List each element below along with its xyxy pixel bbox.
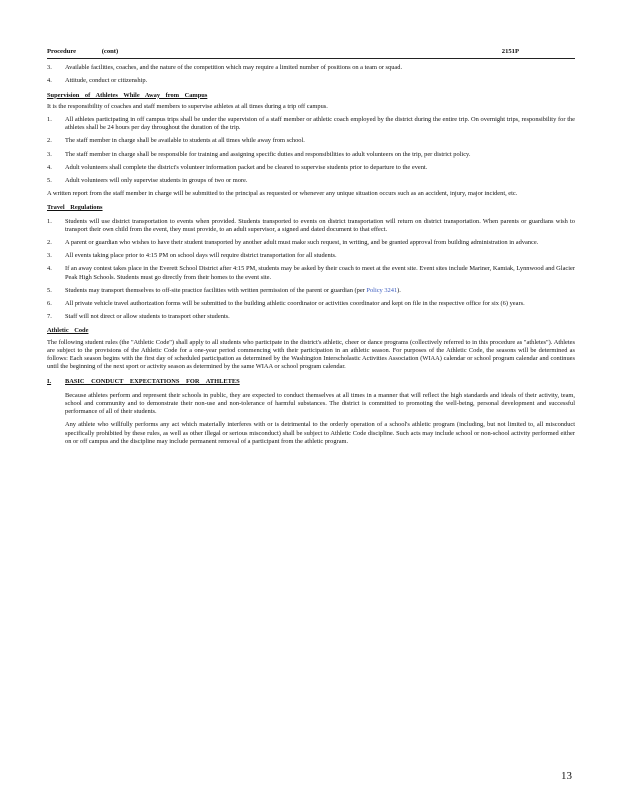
item-number: 2. bbox=[47, 239, 52, 247]
item-number: 3. bbox=[47, 64, 52, 72]
list-item bbox=[47, 151, 575, 159]
policy-link[interactable]: Policy 3241 bbox=[366, 286, 398, 294]
list-item bbox=[47, 137, 575, 145]
item-number: 7. bbox=[47, 313, 52, 321]
athletic-code-intro: The following student rules (the "Athletic Code") shall apply to all students who participate in the district's athletic, cheer or dance programs (collectively referred to in this procedure as "athletes"). Athletes are subject to the provisions of the Athletic Code for a one-year period commencing with their participation in an athletic season. For purposes of the Athletic Code, the seasons will be determined as follows: Each season begins with the first day of scheduled participation as determined by the Washington Interscholastic Activities Association (WIAA) calendar or school program calendar and continues until the beginning of the next sport or activity season as determined by the same WIAA or school program calendar. bbox=[47, 338, 575, 371]
item-text: Students will use district transportation to events when provided. Students transported to events on district transportation will return on district transportation. When parents or guardians wish to transport their own child from the event, they must provide, to an adult supervisor, a signed and dated document to that effect. bbox=[65, 217, 575, 233]
section-numeral: I. bbox=[47, 378, 52, 386]
list-item bbox=[47, 116, 575, 132]
procedure-number: 2151P bbox=[501, 48, 519, 55]
list-item bbox=[47, 239, 575, 247]
item-text: All private vehicle travel authorization forms will be submitted to the building athletic coordinator or activities coordinator and kept on file in the respective office for six (6) years. bbox=[65, 300, 525, 308]
list-item bbox=[47, 287, 575, 295]
item-text bbox=[65, 287, 575, 295]
item-text: The staff member in charge shall be responsible for training and assigning specific duties and responsibilities to adult volunteers on the trip, per district policy. bbox=[65, 150, 471, 158]
basic-conduct-paragraph-1: Because athletes perform and represent their schools in public, they are expected to conduct themselves at all times in a manner that will reflect the high standards and ideals of their activity, team, school and community and to demonstrate their non-use and non-tolerance of harmful substances. The district is committed to promoting the well-being, personal development and successful performance of all of their students. bbox=[65, 391, 575, 416]
supervision-closing: A written report from the staff member in charge will be submitted to the principal as requested or whenever any unique situation occurs such as an accident, injury, major incident, etc. bbox=[47, 190, 518, 198]
item-number: 3. bbox=[47, 252, 52, 260]
top-list bbox=[47, 64, 575, 85]
page-content bbox=[47, 48, 575, 446]
item-text: A parent or guardian who wishes to have their student transported by another adult must make such request, in writing, and be granted approval from building administration in advance. bbox=[65, 239, 539, 247]
item-number: 1. bbox=[47, 217, 52, 225]
item-text: Staff will not direct or allow students to transport other students. bbox=[65, 313, 230, 321]
supervision-heading: Supervision of Athletes While Away from Campus bbox=[47, 91, 208, 99]
list-item bbox=[47, 300, 575, 308]
header-cont-label: (cont) bbox=[101, 48, 119, 55]
list-item bbox=[47, 177, 575, 185]
travel-list bbox=[47, 218, 575, 322]
item-text: Attitude, conduct or citizenship. bbox=[65, 77, 148, 85]
basic-conduct-heading bbox=[47, 378, 575, 386]
item-text-after: ). bbox=[397, 286, 401, 294]
item-text: If an away contest takes place in the Everett School District after 4:15 PM, students may be asked by their coach to meet at the event site. Event sites include Mariner, Kamiak, Lynnwood and Glacier Peak High Schools. Students must go directly from their homes to the event site. bbox=[65, 265, 575, 281]
item-text: The staff member in charge shall be available to students at all times while away from school. bbox=[65, 137, 305, 145]
item-text: Available facilities, coaches, and the nature of the competition which may require a limited number of positions on a team or squad. bbox=[65, 64, 403, 72]
list-item bbox=[47, 77, 575, 85]
item-number: 4. bbox=[47, 265, 52, 273]
section-title: BASIC CONDUCT EXPECTATIONS FOR ATHLETES bbox=[65, 378, 240, 386]
item-number: 4. bbox=[47, 77, 52, 85]
athletic-code-heading: Athletic Code bbox=[47, 327, 89, 335]
travel-heading: Travel Regulations bbox=[47, 204, 103, 212]
page-number: 13 bbox=[561, 770, 572, 782]
item-text: All events taking place prior to 4:15 PM on school days will require district transportation for all students. bbox=[65, 252, 337, 260]
list-item bbox=[47, 265, 575, 281]
list-item bbox=[47, 64, 575, 72]
supervision-list bbox=[47, 116, 575, 185]
item-number: 5. bbox=[47, 177, 52, 185]
item-text: All athletes participating in off campus trips shall be under the supervision of a staff member or athletic coach employed by the district during the entire trip. On overnight trips, responsibility for the athletes shall be 24 hours per day throughout the duration of the trip. bbox=[65, 116, 575, 132]
list-item bbox=[47, 313, 575, 321]
item-number: 6. bbox=[47, 300, 52, 308]
list-item bbox=[47, 164, 575, 172]
item-text-before: Students may transport themselves to off-site practice facilities with written permission of the parent or guardian (per bbox=[65, 286, 365, 294]
item-text: Adult volunteers shall complete the district's volunteer information packet and be cleared to supervise students prior to departure to the event. bbox=[65, 163, 428, 171]
supervision-intro: It is the responsibility of coaches and staff members to supervise athletes at all times during a trip off campus. bbox=[47, 102, 328, 110]
header-left bbox=[47, 48, 118, 56]
basic-conduct-paragraph-2: Any athlete who willfully performs any act which materially interferes with or is detrimental to the orderly operation of a school's athletic program (including, but not limited to, all misconduct specifically prohibited by these rules, as well as other illegal or serious misconduct) shall be subject to Athletic Code discipline. Such acts may include school or non-school activity performed either on or off campus and the discipline may include permanent removal of a participant from the athletic program. bbox=[65, 421, 575, 445]
procedure-header bbox=[47, 48, 575, 59]
item-number: 2. bbox=[47, 137, 52, 145]
header-procedure-label: Procedure bbox=[47, 48, 77, 55]
item-number: 3. bbox=[47, 150, 52, 158]
item-number: 5. bbox=[47, 286, 52, 294]
list-item bbox=[47, 252, 575, 260]
item-text: Adult volunteers will only supervise students in groups of two or more. bbox=[65, 177, 248, 185]
list-item bbox=[47, 218, 575, 234]
item-number: 4. bbox=[47, 163, 52, 171]
item-number: 1. bbox=[47, 116, 52, 124]
